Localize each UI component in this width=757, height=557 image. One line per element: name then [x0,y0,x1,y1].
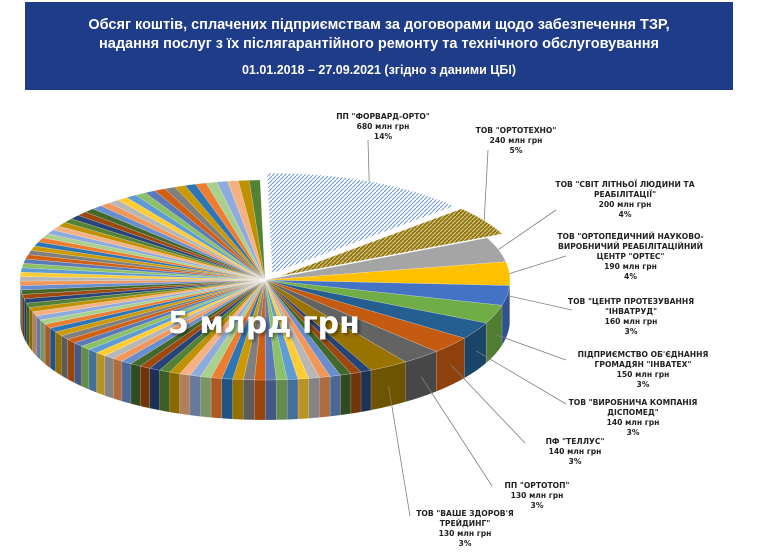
label-tellus [525,437,625,467]
label-percent: 3% [530,501,544,510]
leader-line [484,150,488,221]
label-value: 240 млн грн [489,136,543,145]
pie-slice-other-side [243,380,254,420]
pie-slice-other-side [23,294,25,338]
pie-slice-other-side [233,379,244,419]
pie-slice-other-side [341,374,351,415]
label-percent: 3% [568,457,582,466]
pie-slice-other-side [61,336,67,380]
pie-slice-other-side [113,359,122,402]
pie-slice-other-side [36,316,40,360]
pie-slice-other-side [45,324,50,368]
pie-slice-other-side [33,312,37,356]
label-svit-litnoi-liudyny [545,180,705,220]
pie-slice-other-side [330,375,340,416]
pie-slice-other-side [140,366,150,408]
leader-line [389,386,410,516]
label-name: ПФ "ТЕЛЛУС" [545,437,605,446]
label-invatekh [568,350,718,390]
pie-slice-other-side [89,350,97,393]
label-invatrud [566,297,696,337]
chart-title-line-2: надання послуг з їх післягарантійного ремонту та технічного обслуговування [99,36,659,52]
label-percent: 14% [373,132,393,141]
leader-line [368,140,369,181]
pie-slice-other-side [131,364,140,406]
pie-slice-other-side [254,380,265,420]
label-value: 200 млн грн [598,200,652,209]
pie-slice-other-side [150,368,160,410]
label-value: 680 млн грн [356,122,410,131]
pie-slice-other-side [56,332,62,376]
label-name: ТОВ "ЦЕНТР ПРОТЕЗУВАННЯ "ІНВАТРУД" [567,297,695,316]
pie-slice-other-side [122,361,131,404]
label-name: ТОВ "ВИРОБНИЧА КОМПАНІЯ ДІСПОМЕД" [568,398,698,417]
label-percent: 4% [618,210,632,219]
pie-slice-other-side [97,353,105,396]
pie-slice-other-side [27,303,30,347]
label-name: ПП "ФОРВАРД-ОРТО" [336,112,430,121]
pie-slice-other-side [24,299,26,343]
label-percent: 3% [458,539,472,548]
pie-slice-other-side [351,372,361,414]
label-vashe-zdorovia-treidynh [410,509,520,549]
label-percent: 5% [509,146,523,155]
chart-period: 01.01.2018 – 27.09.2021 (згідно з даними ЦБІ) [241,63,517,77]
label-percent: 3% [626,428,640,437]
pie-slice-other-side [298,378,309,419]
pie-slice-other-side [287,379,298,420]
pie-slice-other-side [222,378,233,419]
label-value: 130 млн грн [438,529,492,538]
leader-line [507,296,572,310]
label-value: 160 млн грн [604,317,658,326]
leader-line [451,365,525,443]
label-name: ТОВ "ОРТОПЕДИЧНИЙ НАУКОВО-ВИРОБНИЧИЙ РЕАБІЛІТАЦІЙНИЙ ЦЕНТР "ОРТЕС" [557,232,704,261]
label-name: ПП "ОРТОТОП" [504,481,570,490]
leader-line [495,334,566,360]
label-value: 140 млн грн [606,418,660,427]
leader-line [476,351,566,404]
leader-line [421,377,492,486]
label-value: 190 млн грн [604,262,657,271]
pie-slice-other-side [309,377,320,418]
pie-slice-other-side [29,307,32,351]
label-value: 140 млн грн [548,447,602,456]
pie-slice-other-side [276,380,287,420]
label-name: ПІДПРИЄМСТВО ОБ'ЄДНАННЯ ГРОМАДЯН "ІНВАТЕХ" [577,350,709,369]
pie-slice-other-side [68,339,75,383]
pie-slice-other-side [82,346,89,389]
pie-slice-other-side [105,356,113,399]
label-value: 130 млн грн [510,491,564,500]
pie-top-layer [20,173,510,380]
label-ortes [543,232,718,282]
pie-slice-other-side [211,378,222,419]
pie-slice-other-side [190,375,200,416]
pie-slice-other-side [319,376,330,417]
pie-slice-other-side [170,372,180,414]
pie-slice-other-side [265,380,276,420]
pie-slice-other-side [160,370,170,412]
label-name: ТОВ "СВІТ ЛІТНЬОЇ ЛЮДИНИ ТА РЕАБІЛІТАЦІЇ" [555,180,695,199]
label-forvard-orto [318,112,448,142]
label-percent: 3% [636,380,650,389]
pie-slice-other-side [361,370,371,412]
chart-title-line-1: Обсяг коштів, сплачених підприємствам за договорами щодо забезпечення ТЗР, [88,17,670,33]
pie-slice-other-side [180,374,190,415]
label-value: 150 млн грн [616,370,670,379]
label-name: ТОВ "ОРТОТЕХНО" [475,126,557,135]
pie-slice-other-side [74,343,81,386]
pie-slice-other-side [50,328,55,372]
label-dispomed [568,398,698,438]
total-amount-label: 5 млрд грн [168,306,360,341]
pie-slice-other-side [200,376,211,417]
label-percent: 4% [624,272,637,281]
label-percent: 3% [624,327,638,336]
pie-slice-other-side [41,320,46,364]
label-name: ТОВ "ВАШЕ ЗДОРОВ'Я ТРЕЙДИНГ" [416,509,514,528]
label-ortotekhno [456,126,576,156]
label-ortotop [487,481,587,511]
